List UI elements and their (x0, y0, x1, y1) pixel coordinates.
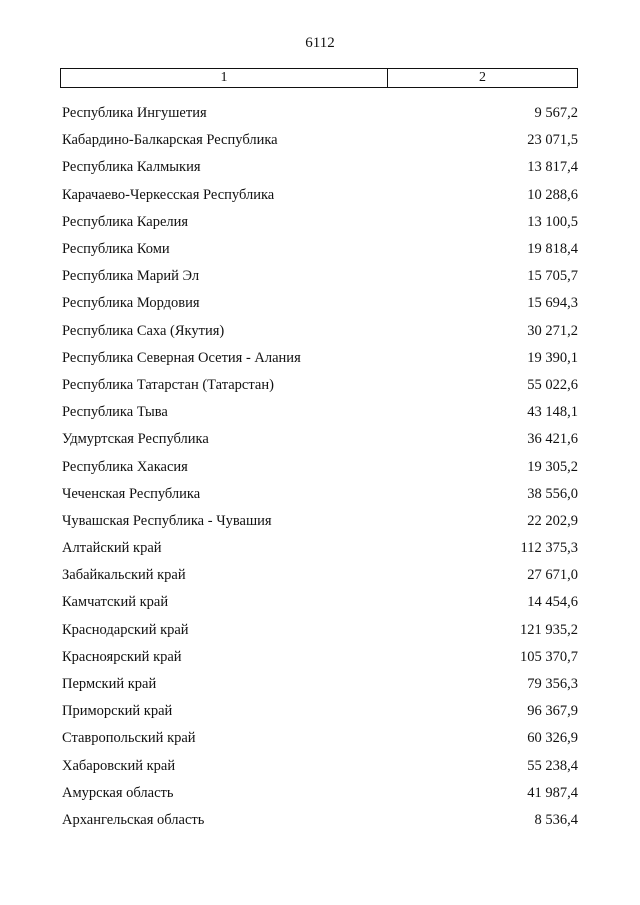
region-name: Архангельская область (62, 811, 205, 828)
table-header (60, 68, 578, 88)
table-row (62, 426, 578, 453)
region-value: 13 100,5 (527, 213, 578, 230)
table-row (62, 100, 578, 127)
region-value: 43 148,1 (527, 404, 578, 421)
region-value: 55 238,4 (527, 757, 578, 774)
table-row (62, 453, 578, 480)
region-name: Республика Марий Эл (62, 268, 200, 285)
region-value: 19 818,4 (527, 241, 578, 258)
region-value: 9 567,2 (534, 105, 578, 122)
region-value: 15 705,7 (527, 268, 578, 285)
table-row (62, 535, 578, 562)
region-value: 121 935,2 (520, 621, 578, 638)
table-row (62, 725, 578, 752)
region-value: 8 536,4 (534, 811, 578, 828)
table-row (62, 290, 578, 317)
region-name: Амурская область (62, 784, 174, 801)
table-row (62, 807, 578, 834)
region-name: Республика Хакасия (62, 458, 188, 475)
region-name: Республика Северная Осетия - Алания (62, 349, 301, 366)
table-row (62, 372, 578, 399)
region-value: 38 556,0 (527, 485, 578, 502)
region-value: 10 288,6 (527, 186, 578, 203)
region-name: Кабардино-Балкарская Республика (62, 132, 278, 149)
region-name: Приморский край (62, 703, 173, 720)
region-name: Чувашская Республика - Чувашия (62, 512, 272, 529)
region-name: Республика Татарстан (Татарстан) (62, 376, 274, 393)
table-row (62, 209, 578, 236)
region-name: Забайкальский край (62, 567, 186, 584)
region-name: Алтайский край (62, 540, 162, 557)
region-name: Республика Тыва (62, 404, 168, 421)
region-value: 60 326,9 (527, 730, 578, 747)
table-row (62, 780, 578, 807)
region-value: 30 271,2 (527, 322, 578, 339)
region-name: Чеченская Республика (62, 485, 201, 502)
table-row (62, 318, 578, 345)
region-value: 22 202,9 (527, 512, 578, 529)
region-value: 13 817,4 (527, 159, 578, 176)
table-row (62, 698, 578, 725)
region-name: Республика Карелия (62, 213, 189, 230)
page-number: 6112 (305, 35, 335, 51)
table-row (62, 182, 578, 209)
table-row (62, 644, 578, 671)
region-name: Краснодарский край (62, 621, 189, 638)
table-row (62, 671, 578, 698)
table-row (62, 127, 578, 154)
region-value: 27 671,0 (527, 567, 578, 584)
region-value: 105 370,7 (520, 648, 578, 665)
region-value: 15 694,3 (527, 295, 578, 312)
region-value: 19 390,1 (527, 349, 578, 366)
table-row (62, 263, 578, 290)
region-name: Республика Калмыкия (62, 159, 201, 176)
region-name: Республика Коми (62, 241, 170, 258)
region-name: Республика Мордовия (62, 295, 200, 312)
region-value: 36 421,6 (527, 431, 578, 448)
region-name: Республика Саха (Якутия) (62, 322, 225, 339)
region-value: 79 356,3 (527, 676, 578, 693)
region-name: Карачаево-Черкесская Республика (62, 186, 275, 203)
table-row (62, 753, 578, 780)
region-value: 112 375,3 (520, 540, 578, 557)
region-name: Красноярский край (62, 648, 182, 665)
region-name: Ставропольский край (62, 730, 196, 747)
region-name: Хабаровский край (62, 757, 176, 774)
table-row (62, 236, 578, 263)
table-body (62, 100, 578, 834)
table-row (62, 562, 578, 589)
column-header-1: 1 (61, 69, 388, 87)
region-value: 19 305,2 (527, 458, 578, 475)
column-header-2: 2 (479, 70, 486, 85)
region-name: Пермский край (62, 676, 157, 693)
region-name: Камчатский край (62, 594, 169, 611)
region-value: 55 022,6 (527, 376, 578, 393)
table-row (62, 481, 578, 508)
table-row (62, 154, 578, 181)
region-value: 96 367,9 (527, 703, 578, 720)
region-name: Республика Ингушетия (62, 105, 207, 122)
table-row (62, 399, 578, 426)
region-name: Удмуртская Республика (62, 431, 209, 448)
table-row (62, 345, 578, 372)
table-row (62, 508, 578, 535)
region-value: 14 454,6 (527, 594, 578, 611)
table-row (62, 617, 578, 644)
region-value: 23 071,5 (527, 132, 578, 149)
region-value: 41 987,4 (527, 784, 578, 801)
table-row (62, 589, 578, 616)
